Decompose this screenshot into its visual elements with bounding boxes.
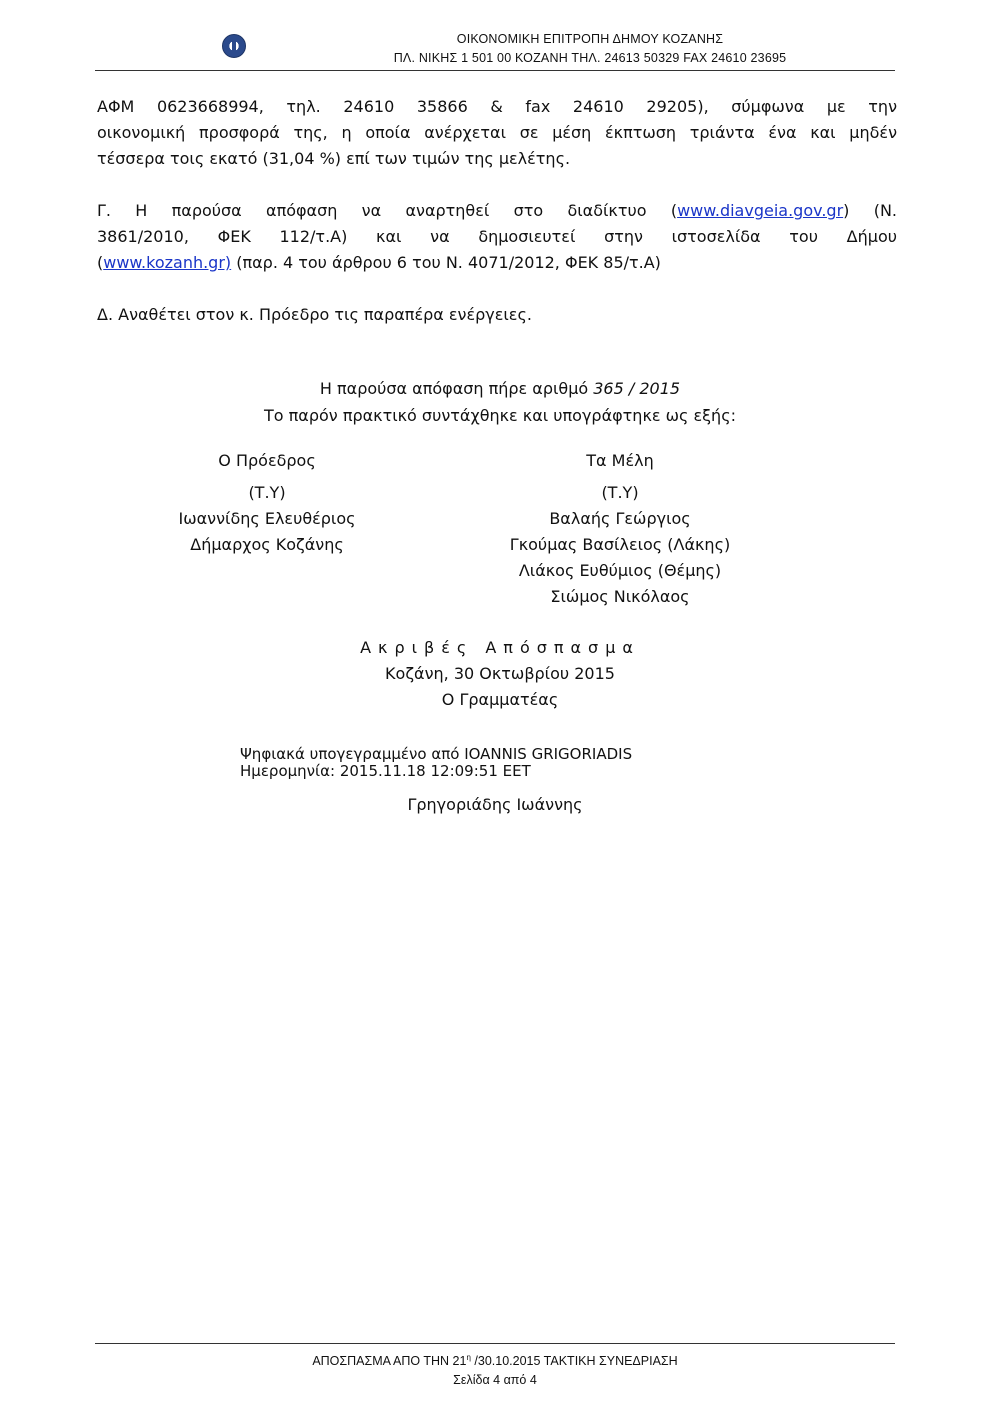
paragraph-publication-line-3 (97, 250, 897, 276)
members-title: Τα Μέλη (586, 451, 654, 470)
paragraph-award (97, 94, 897, 172)
paragraph-assignment-text: Δ. Αναθέτει στον κ. Πρόεδρο τις παραπέρα ενέργειες. (97, 305, 532, 324)
header-line-2: ΠΛ. ΝΙΚΗΣ 1 501 00 ΚΟΖΑΝΗ ΤΗΛ. 24613 50329 FAX 24610 23695 (393, 51, 787, 65)
footer-line-1 (95, 1348, 895, 1371)
footer-text: ΑΠΟΣΠΑΣΜΑ ΑΠΟ ΤΗΝ 21 (312, 1354, 467, 1369)
paragraph-award-line-3: τέσσερα τοις εκατό (31,04 %) επί των τιμών της μελέτης. (97, 149, 571, 168)
member-name: Σιώμος Νικόλαος (550, 587, 690, 606)
digital-signature-signer: Ψηφιακά υπογεγραμμένο από IOANNIS GRIGORIADIS (240, 745, 633, 763)
paragraph-publication (97, 198, 897, 276)
decision-number-line (0, 379, 1000, 398)
paragraph-publication-line-1 (97, 198, 897, 224)
member-name: Βαλαής Γεώργιος (549, 509, 691, 528)
kozanh-link[interactable]: www.kozanh.gr) (103, 253, 232, 272)
president-title: Ο Πρόεδρος (218, 451, 316, 470)
page-number: Σελίδα 4 από 4 (453, 1373, 537, 1388)
header-line-1: ΟΙΚΟΝΟΜΙΚΗ ΕΠΙΤΡΟΠΗ ΔΗΜΟΥ ΚΟΖΑΝΗΣ (456, 32, 724, 46)
president-ty: (Τ.Υ) (248, 483, 286, 502)
president-block (117, 448, 417, 558)
place-date: Κοζάνη, 30 Οκτωβρίου 2015 (385, 664, 615, 683)
page-footer (95, 1343, 895, 1390)
members-ty: (Τ.Υ) (601, 483, 639, 502)
secretary-title: Ο Γραμματέας (441, 690, 559, 709)
paragraph-award-line-2: οικονομική προσφορά της, η οποία ανέρχεται σε μέση έκπτωση τριάντα ένα και μηδέν (97, 123, 897, 142)
paragraph-assignment (97, 302, 897, 328)
diavgeia-link[interactable]: www.diavgeia.gov.gr (677, 201, 844, 220)
page-header (95, 30, 895, 71)
secretary-name: Γρηγοριάδης Ιωάννης (407, 795, 583, 814)
decision-text: Η παρούσα απόφαση πήρε αριθμό (319, 379, 594, 398)
member-name: Γκούμας Βασίλειος (Λάκης) (509, 535, 731, 554)
signed-statement: Το παρόν πρακτικό συντάχθηκε και υπογράφτηκε ως εξής: (264, 406, 736, 425)
extract-title: Ακριβές Απόσπασμα (360, 638, 640, 657)
digital-signature-block (240, 746, 632, 780)
footer-text: /30.10.2015 ΤΑΚΤΙΚΗ ΣΥΝΕΔΡΙΑΣΗ (470, 1354, 678, 1369)
text-fragment: Γ. Η παρούσα απόφαση να αναρτηθεί στο διαδίκτυο ( (97, 201, 678, 220)
paragraph-publication-line-2: 3861/2010, ΦΕΚ 112/τ.Α) και να δημοσιευτεί στην ιστοσελίδα του Δήμου (97, 227, 897, 246)
text-fragment: ( (97, 253, 104, 272)
text-fragment: ) (Ν. (843, 201, 898, 220)
president-role: Δήμαρχος Κοζάνης (190, 535, 344, 554)
digital-signature-date: Ημερομηνία: 2015.11.18 12:09:51 EET (240, 762, 531, 780)
paragraph-award-line-1: ΑΦΜ 0623668994, τηλ. 24610 35866 & fax 24610 29205), σύμφωνα με την (97, 97, 897, 116)
president-name: Ιωαννίδης Ελευθέριος (178, 509, 356, 528)
text-fragment: (παρ. 4 του άρθρου 6 του Ν. 4071/2012, ΦΕΚ 85/τ.Α) (231, 253, 661, 272)
members-block (470, 448, 770, 610)
footer-superscript: η (466, 1353, 471, 1362)
municipality-emblem-icon (222, 34, 246, 58)
decision-number: 365 / 2015 (593, 379, 681, 398)
member-name: Λιάκος Ευθύμιος (Θέμης) (518, 561, 722, 580)
